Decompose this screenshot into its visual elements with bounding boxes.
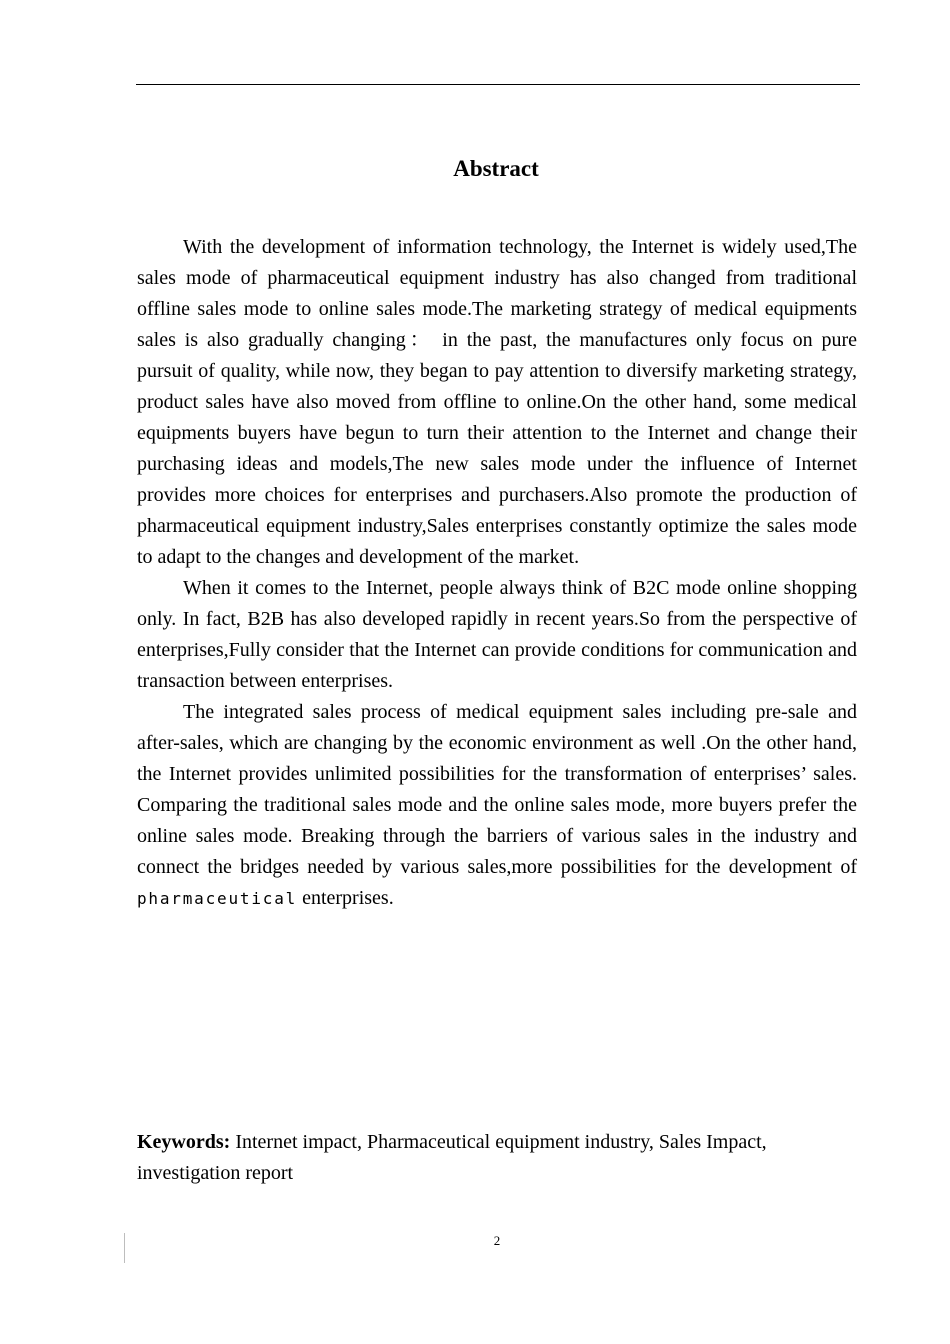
abstract-paragraph-1	[137, 232, 857, 573]
keywords-label: Keywords:	[137, 1131, 231, 1153]
paragraph-1-text: With the development of information technology, the Internet is widely used,The sales mode of pharmaceutical equipment industry has also changed from traditional offline sales mode to online sales mode.The marketing strategy of medical equipments sales is also gradually changing： in the past, the manufactures only focus on pure pursuit of quality, while now, they began to pay attention to diversify marketing strategy, product sales have also moved from offline to online.On the other hand, some medical equipments buyers have begun to turn their attention to the Internet and change their purchasing ideas and models,The new sales mode under the influence of Internet provides more choices for enterprises and purchasers.Also promote the production of pharmaceutical equipment industry,Sales enterprises constantly optimize the sales mode to adapt to the changes and development of the market.	[137, 236, 857, 568]
paragraph-3-text: The integrated sales process of medical equipment sales including pre-sale and after-sales, which are changing by the economic environment as well .On the other hand, the Internet provides unlimited possibilities for the transformation of enterprises’ sales. Comparing the traditional sales mode and the online sales mode, more buyers prefer the online sales mode. Breaking through the barriers of various sales in the industry and connect the bridges needed by various sales,more possibilities for the development of	[137, 701, 857, 878]
abstract-paragraph-3	[137, 697, 857, 914]
abstract-title: Abstract	[453, 156, 539, 181]
page-number: 2	[493, 1233, 501, 1248]
header-rule	[136, 84, 860, 85]
paragraph-3-mono-word: pharmaceutical	[137, 889, 298, 908]
margin-mark	[124, 1233, 125, 1263]
paragraph-2-text: When it comes to the Internet, people always think of B2C mode online shopping only. In fact, B2B has also developed rapidly in recent years.So from the perspective of enterprises,Fully consider that the Internet can provide conditions for communication and transaction between enterprises.	[137, 577, 857, 692]
keywords-line	[137, 1127, 857, 1189]
abstract-paragraph-2	[137, 573, 857, 697]
paragraph-3-tail: enterprises.	[297, 887, 394, 909]
abstract-body	[137, 232, 857, 914]
keywords-text: Internet impact, Pharmaceutical equipment industry, Sales Impact, investigation report	[137, 1131, 767, 1184]
